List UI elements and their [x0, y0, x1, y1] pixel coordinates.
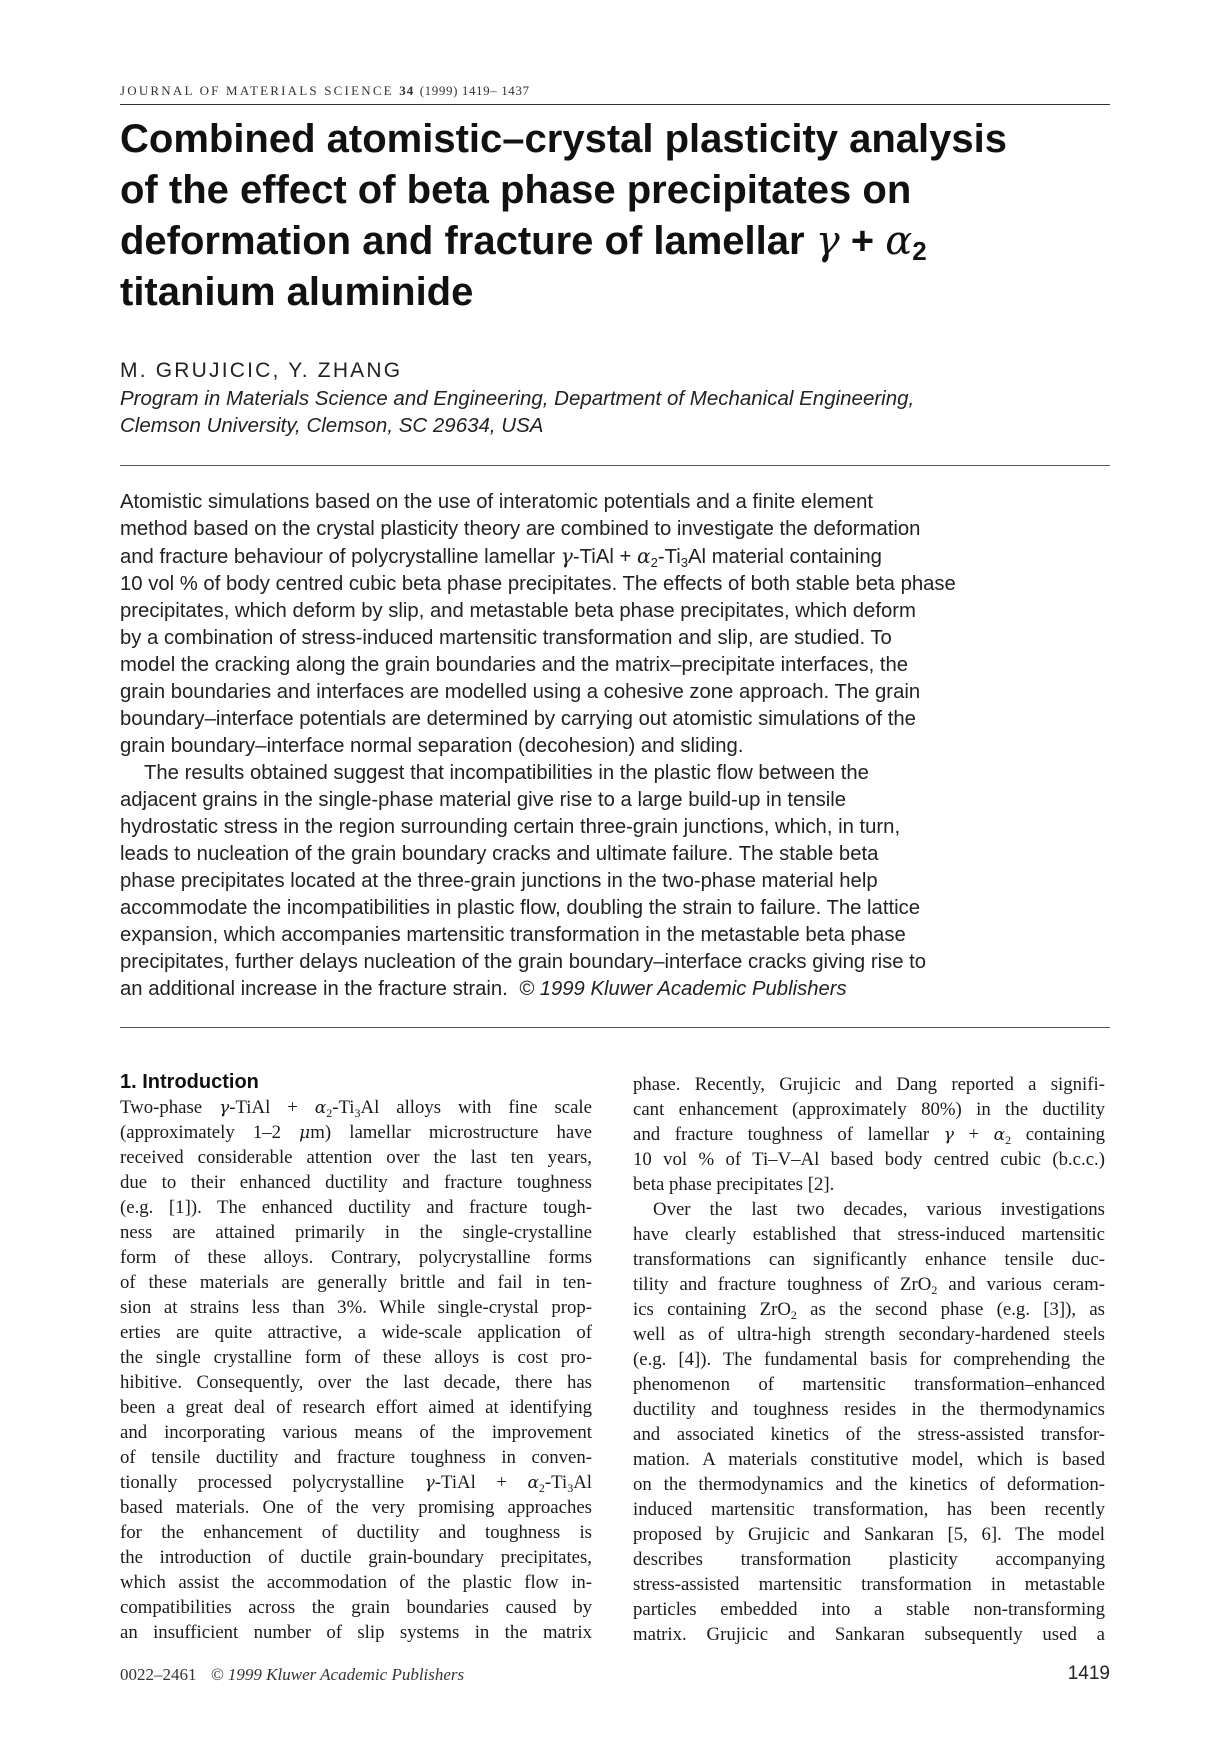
- body-line: 10 vol % of Ti–V–Al based body centred cubic (b.c.c.): [633, 1149, 1105, 1170]
- abstract-line: adjacent grains in the single-phase material give rise to a large build-up in tensile: [120, 789, 847, 811]
- body-line: (e.g. [1]). The enhanced ductility and fracture tough-: [120, 1197, 592, 1218]
- footer-issn: 0022–2461: [120, 1665, 197, 1684]
- abstract-text: -Ti: [657, 546, 681, 568]
- body-line: which assist the accommodation of the plastic flow in-: [120, 1572, 592, 1593]
- body-text: as the second phase (e.g. [3]), as: [796, 1299, 1105, 1320]
- paper-title: [120, 114, 1110, 318]
- body-line: phenomenon of martensitic transformation–enhanced: [633, 1374, 1105, 1395]
- title-line-3-text: deformation and fracture of lamellar: [120, 219, 816, 263]
- subscript: 2: [650, 555, 658, 570]
- body-line: induced martensitic transformation, has been recently: [633, 1499, 1105, 1520]
- body-line: [633, 1272, 1105, 1297]
- title-line-3: [120, 216, 1110, 267]
- abstract-line: model the cracking along the grain boundaries and the matrix–precipitate interfaces, the: [120, 654, 909, 676]
- body-line: been a great deal of research effort aimed at identifying: [120, 1397, 592, 1418]
- body-line: phase. Recently, Grujicic and Dang reported a signifi-: [633, 1074, 1105, 1095]
- gamma-symbol: γ: [219, 1098, 230, 1118]
- body-line: erties are quite attractive, a wide-scale application of: [120, 1322, 592, 1343]
- body-line: ductility and toughness resides in the thermodynamics: [633, 1399, 1105, 1420]
- abstract-line: precipitates, which deform by slip, and metastable beta phase precipitates, which deform: [120, 600, 916, 622]
- affiliation-line-2: Clemson University, Clemson, SC 29634, USA: [120, 414, 544, 437]
- body-text: and various ceram-: [937, 1274, 1105, 1295]
- subscript: 2: [538, 1481, 545, 1495]
- body-text: Al: [573, 1472, 592, 1493]
- body-line: stress-assisted martensitic transformation in metastable: [633, 1574, 1105, 1595]
- abstract-line: leads to nucleation of the grain boundary cracks and ultimate failure. The stable beta: [120, 843, 879, 865]
- body-line: Over the last two decades, various investigations: [653, 1199, 1105, 1220]
- body-line: matrix. Grujicic and Sankaran subsequently used a: [633, 1624, 1105, 1645]
- body-line: have clearly established that stress-induced martensitic: [633, 1224, 1105, 1245]
- abstract-line: by a combination of stress-induced martensitic transformation and slip, are studied. To: [120, 627, 892, 649]
- body-line: beta phase precipitates [2].: [633, 1174, 835, 1195]
- body-line: proposed by Grujicic and Sankaran [5, 6]. The model: [633, 1524, 1105, 1545]
- body-text: tility and fracture toughness of ZrO: [633, 1274, 932, 1295]
- body-line: cant enhancement (approximately 80%) in the ductility: [633, 1099, 1105, 1120]
- title-alpha-sub: 2: [912, 236, 927, 266]
- alpha-symbol: α: [993, 1125, 1006, 1145]
- body-line: [120, 1095, 592, 1120]
- abstract-line: 10 vol % of body centred cubic beta phase precipitates. The effects of both stable beta phase: [120, 573, 956, 595]
- abstract-line: expansion, which accompanies martensitic transformation in the metastable beta phase: [120, 924, 906, 946]
- subscript: 3: [567, 1481, 574, 1495]
- subscript: 2: [1005, 1133, 1012, 1147]
- abstract-line: phase precipitates located at the three-grain junctions in the two-phase material help: [120, 870, 878, 892]
- body-text: and fracture toughness of lamellar: [633, 1124, 944, 1145]
- abstract-line: grain boundaries and interfaces are modelled using a cohesive zone approach. The grain: [120, 681, 921, 703]
- title-line-2: of the effect of beta phase precipitates on: [120, 168, 912, 212]
- subscript: 3: [680, 555, 689, 570]
- running-head: [120, 83, 1110, 99]
- body-line: sion at strains less than 3%. While single-crystal prop-: [120, 1297, 592, 1318]
- body-line: [633, 1122, 1105, 1147]
- body-line: for the enhancement of ductility and toughness is: [120, 1522, 592, 1543]
- abstract-line: accommodate the incompatibilities in plastic flow, doubling the strain to failure. The lattice: [120, 897, 921, 919]
- gamma-symbol: γ: [560, 544, 573, 568]
- body-text: (approximately 1–2: [120, 1122, 300, 1143]
- body-text: -TiAl +: [434, 1472, 528, 1493]
- body-line: and associated kinetics of the stress-assisted transfor-: [633, 1424, 1105, 1445]
- footer-copyright: © 1999 Kluwer Academic Publishers: [210, 1665, 465, 1684]
- body-line: [633, 1297, 1105, 1322]
- subscript: 3: [354, 1106, 361, 1120]
- body-text: -TiAl +: [229, 1097, 315, 1118]
- body-line: particles embedded into a stable non-transforming: [633, 1599, 1105, 1620]
- body-line: describes transformation plasticity accompanying: [633, 1549, 1105, 1570]
- gamma-symbol: γ: [424, 1473, 435, 1493]
- body-line: an insufficient number of slip systems in the matrix: [120, 1622, 592, 1643]
- abstract-text: -TiAl +: [572, 546, 637, 568]
- body-line: based materials. One of the very promising approaches: [120, 1497, 592, 1518]
- body-line: hibitive. Consequently, over the last decade, there has: [120, 1372, 592, 1393]
- subscript: 2: [790, 1308, 797, 1322]
- body-line: (e.g. [4]). The fundamental basis for comprehending the: [633, 1349, 1105, 1370]
- abstract-line: [120, 543, 1110, 571]
- body-line: due to their enhanced ductility and fracture toughness: [120, 1172, 592, 1193]
- abstract-line: [120, 976, 1110, 1003]
- body-line: of tensile ductility and fracture toughness in conven-: [120, 1447, 592, 1468]
- body-line: the single crystalline form of these alloys is cost pro-: [120, 1347, 592, 1368]
- body-line: [120, 1120, 592, 1145]
- body-line: received considerable attention over the last ten years,: [120, 1147, 592, 1168]
- section-heading: 1. Introduction: [120, 1071, 259, 1093]
- abstract-text: Al material containing: [688, 546, 882, 568]
- mu-symbol: μ: [299, 1123, 311, 1143]
- header-rule: [120, 104, 1110, 105]
- body-line: the introduction of ductile grain-boundary precipitates,: [120, 1547, 592, 1568]
- subscript: 2: [931, 1283, 938, 1297]
- body-line: [120, 1470, 592, 1495]
- abstract-copyright: © 1999 Kluwer Academic Publishers: [519, 978, 847, 1000]
- body-text: tionally processed polycrystalline: [120, 1472, 425, 1493]
- body-line: transformations can significantly enhance tensile duc-: [633, 1249, 1105, 1270]
- journal-name: JOURNAL OF MATERIALS SCIENCE: [120, 83, 394, 98]
- body-line: compatibilities across the grain boundaries caused by: [120, 1597, 592, 1618]
- body-line: form of these alloys. Contrary, polycrystalline forms: [120, 1247, 592, 1268]
- gamma-symbol: γ: [943, 1125, 954, 1145]
- abstract-line: Atomistic simulations based on the use of interatomic potentials and a finite element: [120, 491, 874, 513]
- body-text: ics containing ZrO: [633, 1299, 791, 1320]
- abstract-line: precipitates, further delays nucleation of the grain boundary–interface cracks giving rise to: [120, 951, 927, 973]
- body-line: ness are attained primarily in the single-crystalline: [120, 1222, 592, 1243]
- right-column: [633, 1072, 1105, 1647]
- alpha-symbol: α: [636, 544, 651, 568]
- body-text: m) lamellar microstructure have: [310, 1122, 592, 1143]
- body-text: +: [953, 1124, 994, 1145]
- title-plus: +: [839, 219, 886, 263]
- body-text: -Ti: [332, 1097, 355, 1118]
- affiliation-line-1: Program in Materials Science and Engineering, Department of Mechanical Engineering,: [120, 387, 915, 410]
- subscript: 2: [326, 1106, 333, 1120]
- body-text: -Ti: [544, 1472, 568, 1493]
- abstract-line: The results obtained suggest that incompatibilities in the plastic flow between the: [144, 762, 869, 784]
- body-line: on the thermodynamics and the kinetics of deformation-: [633, 1474, 1105, 1495]
- abstract-text: and fracture behaviour of polycrystalline lamellar: [120, 546, 561, 568]
- footer-issn-copyright: [120, 1665, 464, 1685]
- body-text: Al alloys with fine scale: [360, 1097, 592, 1118]
- title-line-4: titanium aluminide: [120, 270, 474, 314]
- body-line: mation. A materials constitutive model, which is based: [633, 1449, 1105, 1470]
- abstract-bottom-rule: [120, 1027, 1110, 1028]
- abstract-top-rule: [120, 465, 1110, 466]
- alpha-symbol: α: [527, 1473, 539, 1493]
- abstract-line: boundary–interface potentials are determined by carrying out atomistic simulations of the: [120, 708, 916, 730]
- body-line: and incorporating various means of the improvement: [120, 1422, 592, 1443]
- left-column: [120, 1070, 592, 1645]
- body-line: of these materials are generally brittle and fail in ten-: [120, 1272, 592, 1293]
- body-text: containing: [1011, 1124, 1105, 1145]
- journal-year-pages: (1999) 1419– 1437: [419, 83, 530, 98]
- abstract-text: an additional increase in the fracture strain.: [120, 978, 508, 1000]
- abstract: [120, 489, 1110, 1003]
- title-alpha: α: [885, 218, 913, 264]
- alpha-symbol: α: [314, 1098, 327, 1118]
- authors: M. GRUJICIC, Y. ZHANG: [120, 359, 403, 382]
- title-gamma: γ: [815, 218, 840, 264]
- affiliation: [120, 385, 1110, 439]
- journal-volume: 34: [399, 83, 415, 98]
- abstract-line: hydrostatic stress in the region surrounding certain three-grain junctions, which, in turn,: [120, 816, 901, 838]
- abstract-line: grain boundary–interface normal separation (decohesion) and sliding.: [120, 735, 744, 757]
- abstract-line: method based on the crystal plasticity theory are combined to investigate the deformation: [120, 518, 921, 540]
- page-number: 1419: [1067, 1663, 1110, 1684]
- title-line-1: Combined atomistic–crystal plasticity analysis: [120, 117, 1008, 161]
- body-text: Two-phase: [120, 1097, 220, 1118]
- body-line: well as of ultra-high strength secondary-hardened steels: [633, 1324, 1105, 1345]
